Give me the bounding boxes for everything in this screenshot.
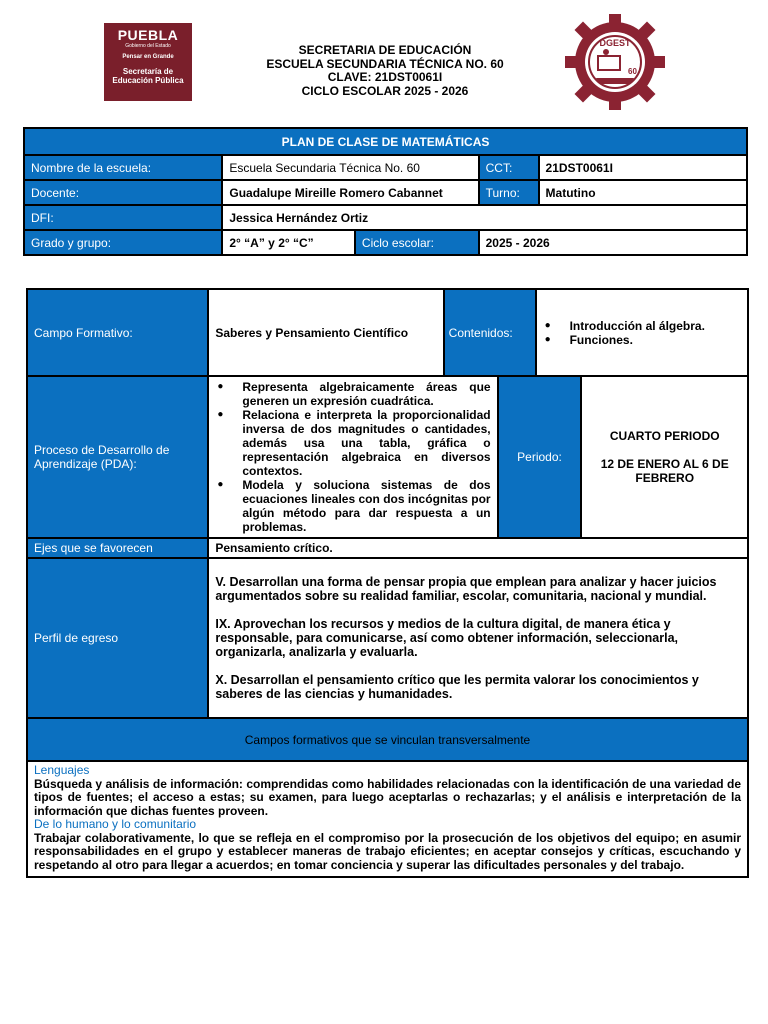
shift-label: Turno: (479, 180, 539, 205)
school-number-text: 60 (628, 67, 637, 76)
title-line-4: CICLO ESCOLAR 2025 - 2026 (301, 83, 469, 98)
lenguajes-text: Búsqueda y análisis de información: comprendidas como habilidades relacionadas con la identificación de una variedad de tipos de fuentes; el acceso a estas; su examen, para luego aceptarlas o rechazarlas; y el análisis e interpretación de la información que dichas fuentes proveen. (34, 776, 741, 818)
campos-transversales-title: Campos formativos que se vinculan transversalmente (27, 718, 748, 761)
cycle-value: 2025 - 2026 (479, 230, 747, 255)
school-title-block (230, 44, 540, 98)
school-name-label: Nombre de la escuela: (24, 155, 222, 180)
ejes-label: Ejes que se favorecen (27, 538, 208, 558)
pda-item: ● Representa algebraicamente áreas que generen un expresión cuadrática. (215, 380, 490, 408)
plan-title: PLAN DE CLASE DE MATEMÁTICAS (24, 128, 747, 155)
pda-item: ● Modela y soluciona sistemas de dos ecuaciones lineales con dos incógnitas por algún método para dar respuesta a un problemas. (215, 478, 490, 534)
title-line-1: SECRETARIA DE EDUCACIÓN (298, 43, 472, 57)
campos-transversales-body (27, 761, 748, 877)
campo-value: Saberes y Pensamiento Científico (208, 289, 443, 376)
sep-caption: Secretaría de Educación Pública (112, 67, 184, 85)
dgest-text: DGEST (599, 38, 631, 48)
puebla-sep-logo (104, 23, 192, 101)
shift-value: Matutino (539, 180, 747, 205)
contenido-item: ● Introducción al álgebra. (543, 319, 741, 333)
puebla-gov-line: Gobierno del Estado (125, 43, 171, 49)
contenido-item: ● Funciones. (543, 333, 741, 347)
humano-label: De lo humano y lo comunitario (34, 817, 197, 831)
grade-label: Grado y grupo: (24, 230, 222, 255)
document-header (0, 0, 768, 110)
periodo-dates: 12 DE ENERO AL 6 DE FEBRERO (600, 457, 729, 485)
humano-text: Trabajar colaborativamente, lo que se refleja en el compromiso por la prosecución de los objetivos del equipo; en asumir responsabilidades en el grupo y establecer maneras de trabajo eficientes; en aceptar consejos y críticas, escuchando y respetando al otro para llegar a acuerdos; en tomar conciencia y superar las dificultades personales y del trabajo. (34, 830, 741, 872)
pda-cell (208, 376, 497, 538)
school-name-value: Escuela Secundaria Técnica No. 60 (222, 155, 478, 180)
pda-label: Proceso de Desarrollo de Aprendizaje (PDA): (27, 376, 208, 538)
perfil-label: Perfil de egreso (27, 558, 208, 718)
perfil-item: IX. Aprovechan los recursos y medios de la cultura digital, de manera ética y responsable, para comunicarse, así como obtener información, seleccionarla, organizarla, analizarla y evaluarla. (215, 617, 679, 659)
contenidos-label: Contenidos: (444, 289, 536, 376)
perfil-cell (208, 558, 748, 718)
pda-item: ● Relaciona e interpreta la proporcionalidad inversa de dos magnitudes o cantidades, además usa una tabla, gráfica o representación algebraica en diversos contextos. (215, 408, 490, 478)
dfi-label: DFI: (24, 205, 222, 230)
periodo-label: Periodo: (498, 376, 582, 538)
periodo-name: CUARTO PERIODO (609, 429, 720, 443)
periodo-cell (581, 376, 748, 538)
puebla-brand: PUEBLA (117, 27, 179, 43)
grade-value: 2° “A” y 2° “C” (222, 230, 355, 255)
perfil-item: X. Desarrollan el pensamiento crítico que les permita valorar los conocimientos y saberes de las ciencias y humanidades. (215, 673, 699, 701)
plan-details-table (26, 288, 749, 878)
ejes-value: Pensamiento crítico. (208, 538, 748, 558)
puebla-tagline: Pensar en Grande (122, 54, 174, 60)
lenguajes-label: Lenguajes (34, 763, 90, 777)
cct-label: CCT: (479, 155, 539, 180)
cct-value: 21DST0061I (539, 155, 747, 180)
dfi-value: Jessica Hernández Ortiz (222, 205, 747, 230)
title-line-2: ESCUELA SECUNDARIA TÉCNICA NO. 60 (266, 56, 504, 71)
teacher-value: Guadalupe Mireille Romero Cabannet (222, 180, 478, 205)
campo-label: Campo Formativo: (27, 289, 208, 376)
cycle-label: Ciclo escolar: (355, 230, 479, 255)
title-line-3: CLAVE: 21DST0061I (327, 70, 443, 84)
general-info-table (23, 127, 748, 256)
contenidos-cell (536, 289, 748, 376)
teacher-label: Docente: (24, 180, 222, 205)
perfil-item: V. Desarrollan una forma de pensar propia que emplean para analizar y hacer juicios argumentados sobre su realidad familiar, escolar, comunitaria, nacional y mundial. (215, 575, 717, 603)
dgest-gear-logo (560, 12, 670, 112)
